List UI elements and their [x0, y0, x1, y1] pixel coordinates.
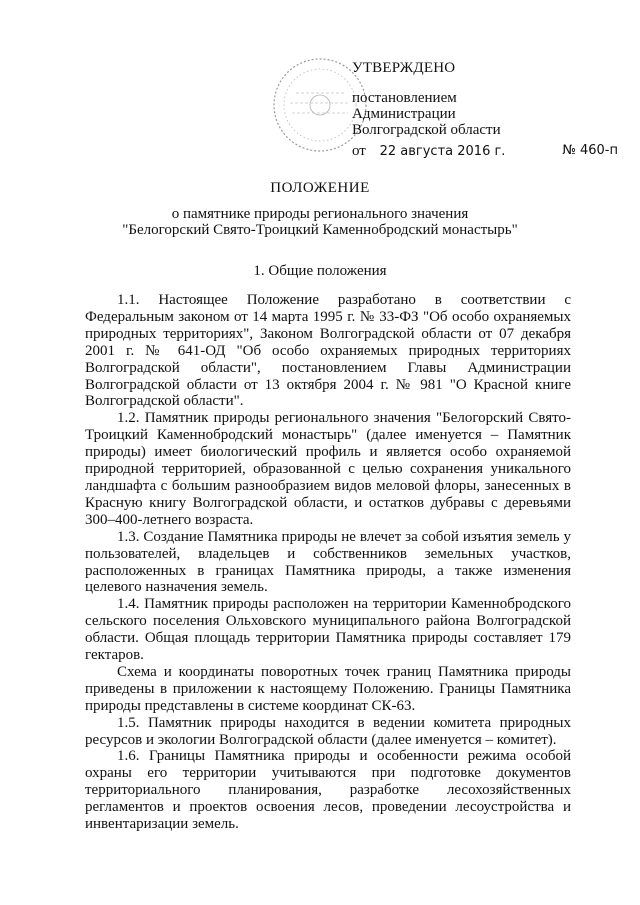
approval-date-line: [352, 143, 622, 160]
approval-from-label: от: [352, 143, 366, 159]
paragraph-1-5: 1.5. Памятник природы находится в ведении комитета природных ресурсов и экологии Волгоградской области (далее именуется – комитет).: [85, 714, 571, 748]
document-subtitle: [60, 206, 580, 238]
approval-date: 22 августа 2016 г.: [379, 144, 506, 159]
approval-block: [352, 60, 622, 138]
paragraph-1-4-scheme: Схема и координаты поворотных точек границ Памятника природы приведены в приложении к настоящему Положению. Границы Памятника природы представлены в системе координат СК-63.: [85, 663, 571, 714]
document-title: ПОЛОЖЕНИЕ: [270, 180, 370, 196]
approval-line-decree: постановлением: [352, 90, 457, 106]
paragraph-1-6: 1.6. Границы Памятника природы и особенности режима особой охраны его территории учитываются при подготовке документов территориального планирования, разработке лесохозяйственных регламентов и проектов освоения лесов, проведении лесоустройства и инвентаризации земель.: [85, 748, 571, 833]
approval-line-administration: Администрации: [352, 106, 456, 122]
paragraph-1-2: 1.2. Памятник природы регионального значения "Белогорский Свято-Троицкий Каменнобродский монастырь" (далее именуется – Памятник природы) имеет биологический профиль и является особо охраняемой природной территорией, образованной с целью сохранения уникального ландшафта с большим разнообразием видов меловой флоры, занесенных в Красную книгу Волгоградской области, и остатков дубравы с деревьями 300–400-летнего возраста.: [85, 410, 571, 528]
paragraph-1-1: 1.1. Настоящее Положение разработано в соответствии с Федеральным законом от 14 марта 1995 г. № 33-ФЗ "Об особо охраняемых природных территориях", Законом Волгоградской области от 07 декабря 2001 г. № 641-ОД "Об особо охраняемых природных территориях Волгоградской области", постановлением Главы Администрации Волгоградской области от 13 октября 2004 г. № 981 "О Красной книге Волгоградской области".: [85, 292, 571, 410]
paragraph-1-3: 1.3. Создание Памятника природы не влечет за собой изъятия земель у пользователей, владельцев и собственников земельных участков, расположенных в границах Памятника природы, а также изменения целевого назначения земель.: [85, 528, 571, 596]
document-subtitle-line2: "Белогорский Свято-Троицкий Каменнобродский монастырь": [122, 222, 518, 238]
document-body: [85, 292, 571, 833]
approval-line-region: Волгоградской области: [352, 122, 501, 138]
section-title: 1. Общие положения: [253, 263, 387, 279]
paragraph-1-4: 1.4. Памятник природы расположен на территории Каменнобродского сельского поселения Ольховского муниципального района Волгоградской области. Общая площадь территории Памятника природы составляет 179 гектаров.: [85, 596, 571, 664]
document-subtitle-line1: о памятнике природы регионального значения: [171, 206, 469, 222]
approval-title: УТВЕРЖДЕНО: [352, 60, 456, 76]
approval-number: № 460-п: [562, 143, 618, 158]
